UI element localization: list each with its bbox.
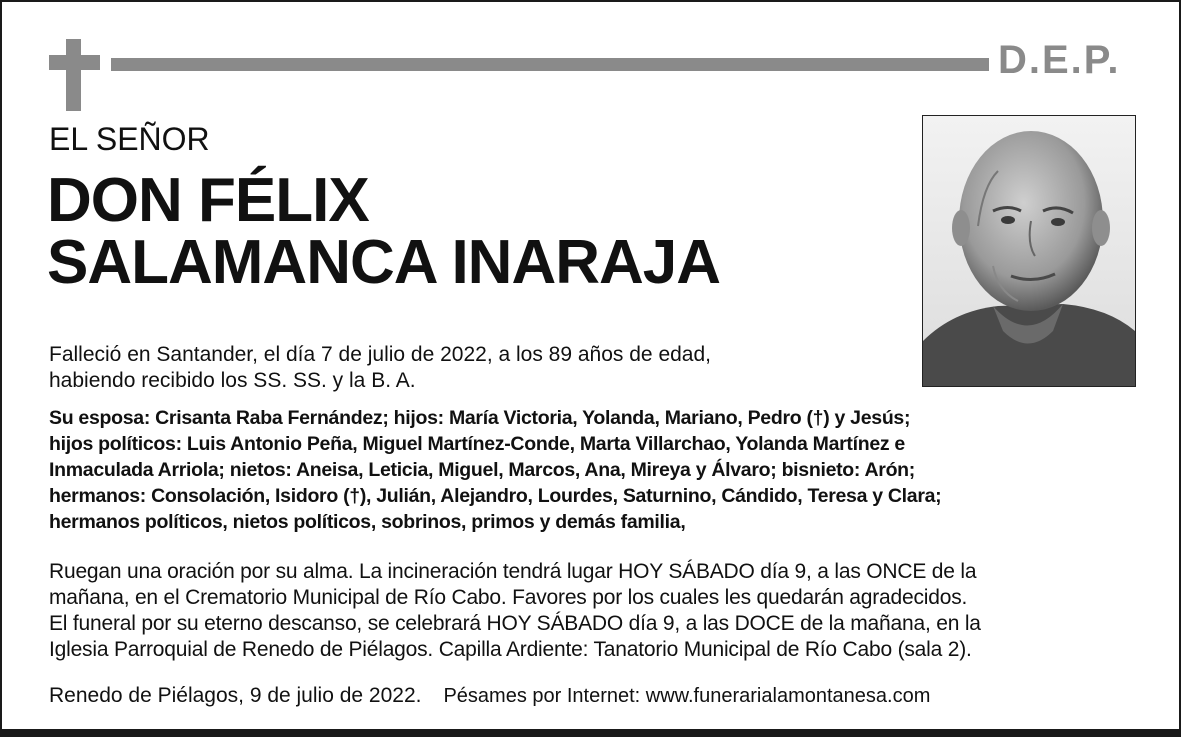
family-line: hermanos: Consolación, Isidoro (†), Julián, Alejandro, Lourdes, Saturnino, Cándido, Teresa y Clara; — [49, 485, 942, 507]
death-notice-line: habiendo recibido los SS. SS. y la B. A. — [49, 369, 416, 392]
name-line: SALAMANCA INARAJA — [47, 228, 721, 297]
dep-label: D.E.P. — [998, 38, 1121, 82]
cross-icon-bar — [49, 55, 100, 70]
family-list — [49, 405, 1149, 535]
family-line: hijos políticos: Luis Antonio Peña, Miguel Martínez-Conde, Marta Villarchao, Yolanda Martínez e — [49, 433, 905, 455]
deceased-name — [47, 166, 721, 297]
ceremony-line: Iglesia Parroquial de Renedo de Piélagos. Capilla Ardiente: Tanatorio Municipal de Río Cabo (sala 2). — [49, 638, 972, 661]
cross-icon — [66, 39, 81, 111]
death-notice-line: Falleció en Santander, el día 7 de julio de 2022, a los 89 años de edad, — [49, 343, 711, 366]
ceremony-details — [49, 559, 1149, 663]
family-line: hermanos políticos, nietos políticos, sobrinos, primos y demás familia, — [49, 511, 686, 533]
bottom-border — [2, 729, 1179, 735]
condolences-website: Pésames por Internet: www.funerarialamontanesa.com — [443, 685, 931, 707]
portrait-photo — [922, 115, 1136, 387]
place-date: Renedo de Piélagos, 9 de julio de 2022. — [49, 684, 422, 707]
ceremony-line: Ruegan una oración por su alma. La incineración tendrá lugar HOY SÁBADO día 9, a las ONCE de la — [49, 560, 977, 583]
death-notice — [49, 342, 899, 394]
footer — [49, 683, 1149, 709]
portrait-image — [923, 116, 1135, 386]
name-line: DON FÉLIX — [47, 166, 369, 235]
honorific: EL SEÑOR — [49, 121, 210, 157]
header-rule — [111, 58, 989, 71]
ceremony-line: El funeral por su eterno descanso, se celebrará HOY SÁBADO día 9, a las DOCE de la mañana, en la — [49, 612, 981, 635]
family-line: Su esposa: Crisanta Raba Fernández; hijos: María Victoria, Yolanda, Mariano, Pedro (†) y Jesús; — [49, 407, 911, 429]
family-line: Inmaculada Arriola; nietos: Aneisa, Leticia, Miguel, Marcos, Ana, Mireya y Álvaro; bisnieto: Arón; — [49, 459, 915, 481]
ceremony-line: mañana, en el Crematorio Municipal de Río Cabo. Favores por los cuales les quedarán agradecidos. — [49, 586, 968, 609]
